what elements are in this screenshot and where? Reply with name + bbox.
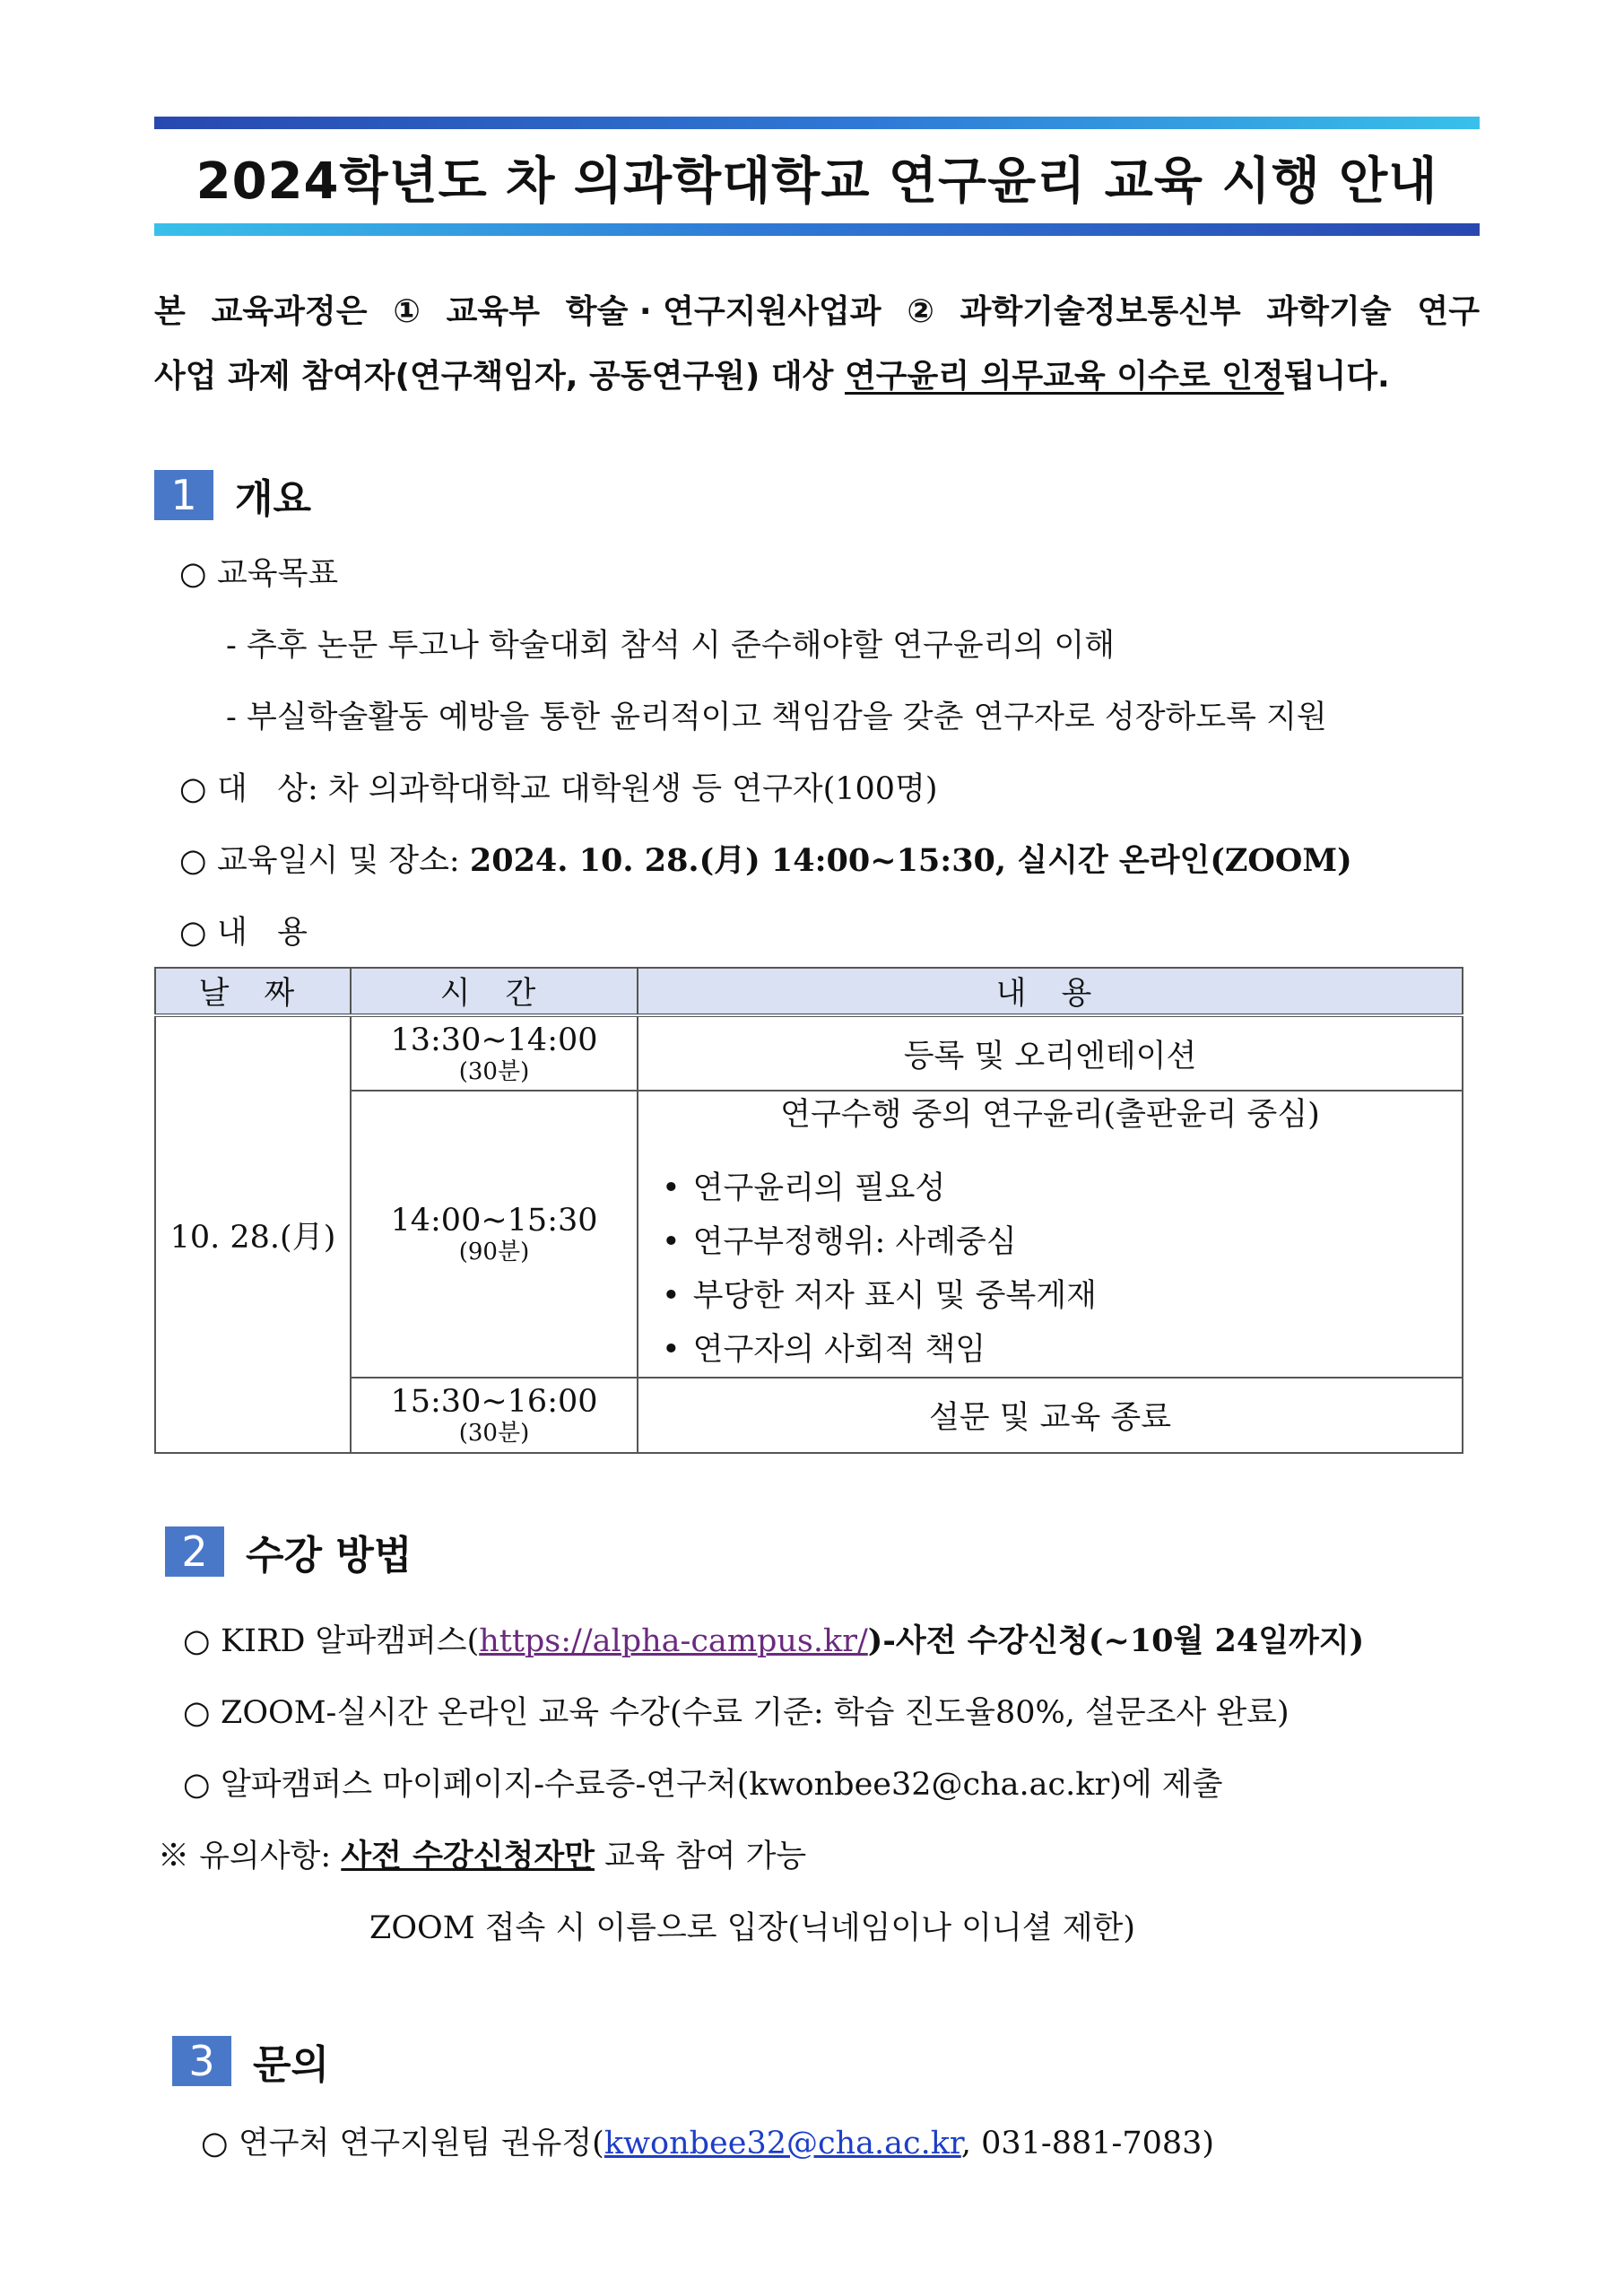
intro-line-2	[154, 344, 1480, 409]
section-title: 수강 방법	[246, 1533, 413, 1578]
table-header-time: 시 간	[351, 968, 638, 1015]
target-row	[179, 764, 938, 809]
section-title: 개요	[235, 476, 312, 522]
circle-bullet-icon: ○	[179, 915, 207, 951]
time-range: 15:30~16:00	[390, 1384, 598, 1420]
table-content-cell: 설문 및 교육 종료	[638, 1378, 1463, 1453]
section-3-heading	[172, 2032, 329, 2090]
table-row	[155, 1378, 1463, 1453]
intro-word: 과학기술	[1266, 293, 1392, 330]
notice-row	[158, 1831, 806, 1876]
schedule-value: 2024. 10. 28.(月) 14:00~15:30, 실시간 온라인(ZOOM)	[469, 842, 1352, 879]
table-date-cell: 10. 28.(月)	[155, 1015, 351, 1453]
contact-phone: , 031-881-7083)	[960, 2126, 1215, 2161]
intro-word: 본	[154, 293, 186, 330]
section-1-heading	[154, 466, 311, 524]
intro-emphasis: 연구윤리 의무교육 이수로 인정	[845, 358, 1284, 395]
table-header-date: 날 짜	[155, 968, 351, 1015]
notice-text: 교육 참여 가능	[594, 1839, 807, 1874]
goal-item: - 추후 논문 투고나 학술대회 참석 시 준수해야할 연구윤리의 이해	[226, 628, 1116, 664]
content-label-row	[179, 908, 308, 952]
target-label: 대 상:	[217, 771, 318, 807]
content-list	[638, 1161, 1462, 1377]
contact-row	[201, 2118, 1214, 2163]
section-2-heading	[165, 1523, 412, 1580]
table-time-cell	[351, 1015, 638, 1091]
intro-word: ②	[907, 293, 934, 330]
circle-bullet-icon: ○	[179, 843, 207, 879]
method-item-3	[183, 1760, 1222, 1805]
table-header-content: 내 용	[638, 968, 1463, 1015]
section-number: 1	[154, 470, 213, 520]
section-number: 2	[165, 1526, 224, 1577]
list-item: • 부당한 저자 표시 및 중복게재	[662, 1269, 1462, 1323]
intro-text-end: 됩니다.	[1283, 358, 1390, 395]
list-item: • 연구부정행위: 사례중심	[662, 1215, 1462, 1269]
circle-bullet-icon: ○	[183, 1623, 211, 1659]
circle-bullet-icon: ○	[201, 2126, 229, 2161]
document-title: 2024학년도 차 의과학대학교 연구윤리 교육 시행 안내	[195, 152, 1438, 211]
intro-paragraph	[154, 280, 1480, 409]
table-time-cell	[351, 1091, 638, 1378]
intro-word: 교육과정은	[211, 293, 368, 330]
intro-word: 과학기술정보통신부	[960, 293, 1241, 330]
table-time-cell	[351, 1378, 638, 1453]
intro-line-1	[154, 280, 1480, 344]
list-item: • 연구자의 사회적 책임	[662, 1323, 1462, 1377]
time-range: 13:30~14:00	[390, 1022, 598, 1058]
goal-label-row	[179, 549, 338, 594]
schedule-row	[179, 836, 1352, 881]
method-text-bold: )-사전 수강신청(~10월 24일까지)	[867, 1622, 1365, 1659]
circle-bullet-icon: ○	[179, 556, 207, 592]
title-top-bar	[154, 117, 1480, 129]
time-range: 14:00~15:30	[390, 1203, 598, 1239]
alpha-campus-link[interactable]: https://alpha-campus.kr/	[479, 1623, 868, 1659]
circle-bullet-icon: ○	[183, 1767, 211, 1803]
duration: (30분)	[458, 1420, 530, 1447]
content-label: 내 용	[217, 915, 308, 951]
method-text: KIRD 알파캠퍼스(	[221, 1623, 480, 1659]
table-row	[155, 1015, 1463, 1091]
contact-email-link[interactable]: kwonbee32@cha.ac.kr	[604, 2126, 961, 2161]
schedule-table	[154, 967, 1463, 1454]
circle-bullet-icon: ○	[183, 1695, 211, 1731]
schedule-label: 교육일시 및 장소:	[217, 843, 460, 879]
notice-emphasis: 사전 수강신청자만	[341, 1838, 595, 1874]
list-item: • 연구윤리의 필요성	[662, 1161, 1462, 1215]
intro-word: 연구	[1417, 293, 1480, 330]
method-text: ZOOM-실시간 온라인 교육 수강(수료 기준: 학습 진도율80%, 설문조사 완료)	[221, 1695, 1290, 1731]
contact-text: 연구처 연구지원팀 권유정(	[239, 2126, 604, 2161]
target-value: 차 의과학대학교 대학원생 등 연구자(100명)	[327, 771, 938, 807]
intro-word: ①	[393, 293, 421, 330]
section-title: 문의	[253, 2042, 330, 2088]
method-text: 알파캠퍼스 마이페이지-수료증-연구처(kwonbee32@cha.ac.kr)에 제출	[221, 1767, 1223, 1803]
content-heading: 연구수행 중의 연구윤리(출판윤리 중심)	[780, 1097, 1320, 1133]
table-content-cell: 등록 및 오리엔테이션	[638, 1015, 1463, 1091]
method-item-2	[183, 1688, 1290, 1733]
table-content-cell	[638, 1091, 1463, 1378]
duration: (90분)	[458, 1239, 530, 1265]
intro-word: 학술 · 연구지원사업과	[565, 293, 881, 330]
duration: (30분)	[458, 1057, 530, 1085]
intro-text: 사업 과제 참여자(연구책임자, 공동연구원) 대상	[154, 358, 845, 395]
notice-label: ※ 유의사항:	[158, 1839, 342, 1874]
goal-label: 교육목표	[217, 556, 339, 592]
section-number: 3	[172, 2036, 231, 2086]
table-row	[155, 1091, 1463, 1378]
intro-word: 교육부	[446, 293, 540, 330]
circle-bullet-icon: ○	[179, 771, 207, 807]
goal-item: - 부실학술활동 예방을 통한 윤리적이고 책임감을 갖춘 연구자로 성장하도록 지원	[226, 700, 1327, 735]
title-bottom-bar	[154, 223, 1480, 236]
notice-row-2: ZOOM 접속 시 이름으로 입장(닉네임이나 이니셜 제한)	[369, 1910, 1135, 1946]
method-item-1	[183, 1616, 1364, 1661]
